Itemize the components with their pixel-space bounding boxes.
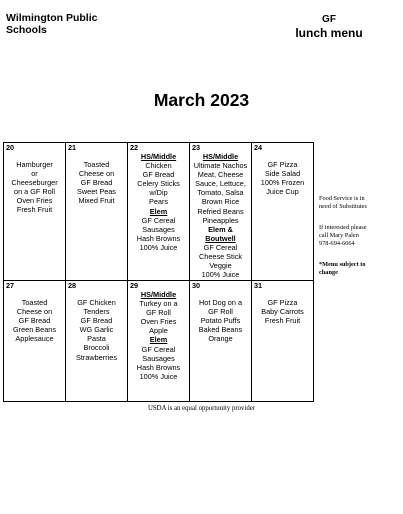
- menu-item: Tomato, Salsa: [197, 188, 244, 198]
- contact-note: [319, 224, 403, 248]
- spacer: [67, 290, 126, 298]
- menu-item: WG Garlic: [79, 325, 114, 335]
- menu-item: Meat, Cheese: [197, 170, 244, 180]
- day-cell: [4, 281, 66, 402]
- day-cell: [4, 143, 66, 281]
- menu-items: [190, 290, 251, 343]
- menu-item: Ultimate Nachos: [193, 161, 248, 171]
- menu-item: Broccoli: [83, 343, 110, 353]
- spacer: [253, 152, 312, 160]
- month-title: March 2023: [153, 90, 250, 110]
- day-number: 22: [130, 143, 139, 152]
- menu-items: [252, 290, 313, 325]
- note-line: *Menu subject to: [319, 261, 366, 268]
- menu-item: on a GF Roll: [14, 187, 55, 197]
- day-cell: [190, 143, 252, 281]
- menu-items: [66, 290, 127, 362]
- menu-item: 100% Juice: [201, 270, 240, 280]
- menu-item: Pears: [148, 197, 169, 207]
- menu-item: Fresh Fruit: [264, 316, 301, 326]
- day-number: 30: [192, 281, 201, 290]
- menu-item: GF Bread: [80, 178, 113, 188]
- menu-item: GF Roll: [146, 308, 171, 318]
- menu-item: Fresh Fruit: [16, 205, 53, 215]
- menu-item: GF Pizza: [267, 298, 298, 307]
- menu-heading: [285, 14, 373, 40]
- day-cell: [190, 281, 252, 402]
- menu-item: Sauce, Lettuce,: [195, 179, 246, 189]
- menu-item: Chicken: [145, 161, 172, 171]
- menu-item: GF Cereal: [141, 344, 176, 354]
- menu-item: w/Dip: [149, 188, 168, 198]
- menu-item: Green Beans: [13, 325, 56, 335]
- menu-item: Hash Browns: [136, 362, 181, 372]
- menu-item: Juice Cup: [266, 187, 299, 197]
- school-group-heading: Elem &: [208, 224, 233, 234]
- menu-item: or: [31, 169, 38, 179]
- district-name-line2: Schools: [6, 24, 47, 36]
- menu-calendar: [3, 142, 314, 402]
- school-group-heading: HS/Middle: [202, 152, 239, 161]
- menu-item: Oven Fries: [140, 317, 177, 327]
- menu-item: 100% Juice: [139, 242, 178, 252]
- spacer: [191, 290, 250, 298]
- district-name: [6, 12, 97, 36]
- menu-item: Baked Beans: [198, 325, 243, 335]
- menu-item: GF Cereal: [141, 215, 176, 225]
- day-number: 31: [254, 281, 263, 290]
- menu-item: Hash Browns: [136, 233, 181, 243]
- calendar-week-2: [4, 281, 314, 402]
- menu-items: [252, 152, 313, 196]
- menu-item: Tenders: [83, 307, 110, 317]
- day-number: 28: [68, 281, 77, 290]
- menu-item: 100% Frozen: [260, 178, 305, 188]
- menu-item: Celery Sticks: [137, 179, 180, 189]
- day-number: 20: [6, 143, 15, 152]
- menu-items: [128, 290, 189, 381]
- day-number: 21: [68, 143, 77, 152]
- menu-item: Sausages: [142, 353, 175, 363]
- menu-item: GF Roll: [208, 307, 233, 317]
- note-line: Food Service is in: [319, 195, 365, 202]
- school-group-heading: Elem: [149, 335, 168, 345]
- gf-label: GF: [322, 14, 336, 25]
- school-group-heading: HS/Middle: [140, 290, 177, 299]
- substitutes-note: [319, 195, 403, 211]
- menu-item: Cheeseburger: [11, 178, 58, 188]
- note-line: change: [319, 269, 338, 276]
- spacer: [5, 152, 64, 160]
- usda-statement: USDA is an equal opportunity provider: [147, 405, 256, 412]
- district-name-line1: Wilmington Public: [6, 12, 98, 24]
- phone-number: 978-694-6064: [319, 240, 355, 247]
- menu-item: Toasted: [21, 298, 48, 307]
- menu-item: Cheese on: [78, 169, 115, 179]
- spacer: [253, 290, 312, 298]
- day-number: 23: [192, 143, 201, 152]
- menu-items: [66, 152, 127, 205]
- menu-items: [4, 152, 65, 215]
- menu-item: Cheese on: [16, 307, 53, 317]
- note-line: need of Substitutes: [319, 203, 367, 210]
- day-number: 27: [6, 281, 15, 290]
- school-group-heading: Elem: [149, 206, 168, 216]
- menu-item: Toasted: [83, 160, 110, 169]
- note-line: If interested please: [319, 224, 367, 231]
- day-number: 29: [130, 281, 139, 290]
- menu-item: Turkey on a: [139, 299, 178, 309]
- menu-item: Applesauce: [15, 334, 54, 344]
- menu-item: Orange: [208, 334, 233, 344]
- day-number: 24: [254, 143, 263, 152]
- menu-item: Pasta: [87, 334, 106, 344]
- school-group-heading: Boutwell: [205, 233, 236, 243]
- menu-item: GF Pizza: [267, 160, 298, 169]
- menu-item: Sausages: [142, 224, 175, 234]
- day-cell: [252, 281, 314, 402]
- menu-item: Apple: [149, 326, 168, 336]
- menu-item: Side Salad: [264, 169, 301, 179]
- menu-item: 100% Juice: [139, 371, 178, 381]
- menu-item: Cheese Stick: [199, 252, 242, 262]
- menu-item: Hamburger: [16, 160, 53, 169]
- menu-item: Strawberries: [76, 352, 117, 362]
- menu-item: Potato Puffs: [200, 316, 241, 326]
- menu-item: Mixed Fruit: [78, 196, 115, 206]
- note-line: call Mary Palen: [319, 232, 359, 239]
- school-group-heading: HS/Middle: [140, 152, 177, 161]
- calendar-week-1: [4, 143, 314, 281]
- menu-item: GF Bread: [18, 316, 51, 326]
- day-cell: [66, 143, 128, 281]
- menu-item: Baby Carrots: [261, 307, 304, 317]
- spacer: [5, 290, 64, 298]
- day-cell: [128, 281, 190, 402]
- menu-items: [190, 152, 251, 279]
- day-cell: [128, 143, 190, 281]
- menu-item: GF Cereal: [203, 242, 238, 252]
- menu-item: Refried Beans: [197, 206, 244, 216]
- day-cell: [252, 143, 314, 281]
- menu-item: Oven Fries: [16, 196, 53, 206]
- menu-items: [128, 152, 189, 252]
- menu-item: GF Bread: [142, 170, 175, 180]
- menu-item: GF Chicken: [77, 298, 116, 307]
- menu-item: Veggie: [209, 261, 232, 271]
- spacer: [67, 152, 126, 160]
- menu-item: Hot Dog on a: [199, 298, 242, 307]
- menu-change-note: [319, 261, 403, 277]
- menu-item: Pineapples: [202, 215, 239, 225]
- menu-items: [4, 290, 65, 343]
- menu-item: Brown Rice: [201, 197, 240, 207]
- lunch-menu-label: lunch menu: [295, 26, 363, 40]
- menu-item: Sweet Peas: [77, 187, 116, 197]
- menu-item: GF Bread: [80, 316, 113, 326]
- day-cell: [66, 281, 128, 402]
